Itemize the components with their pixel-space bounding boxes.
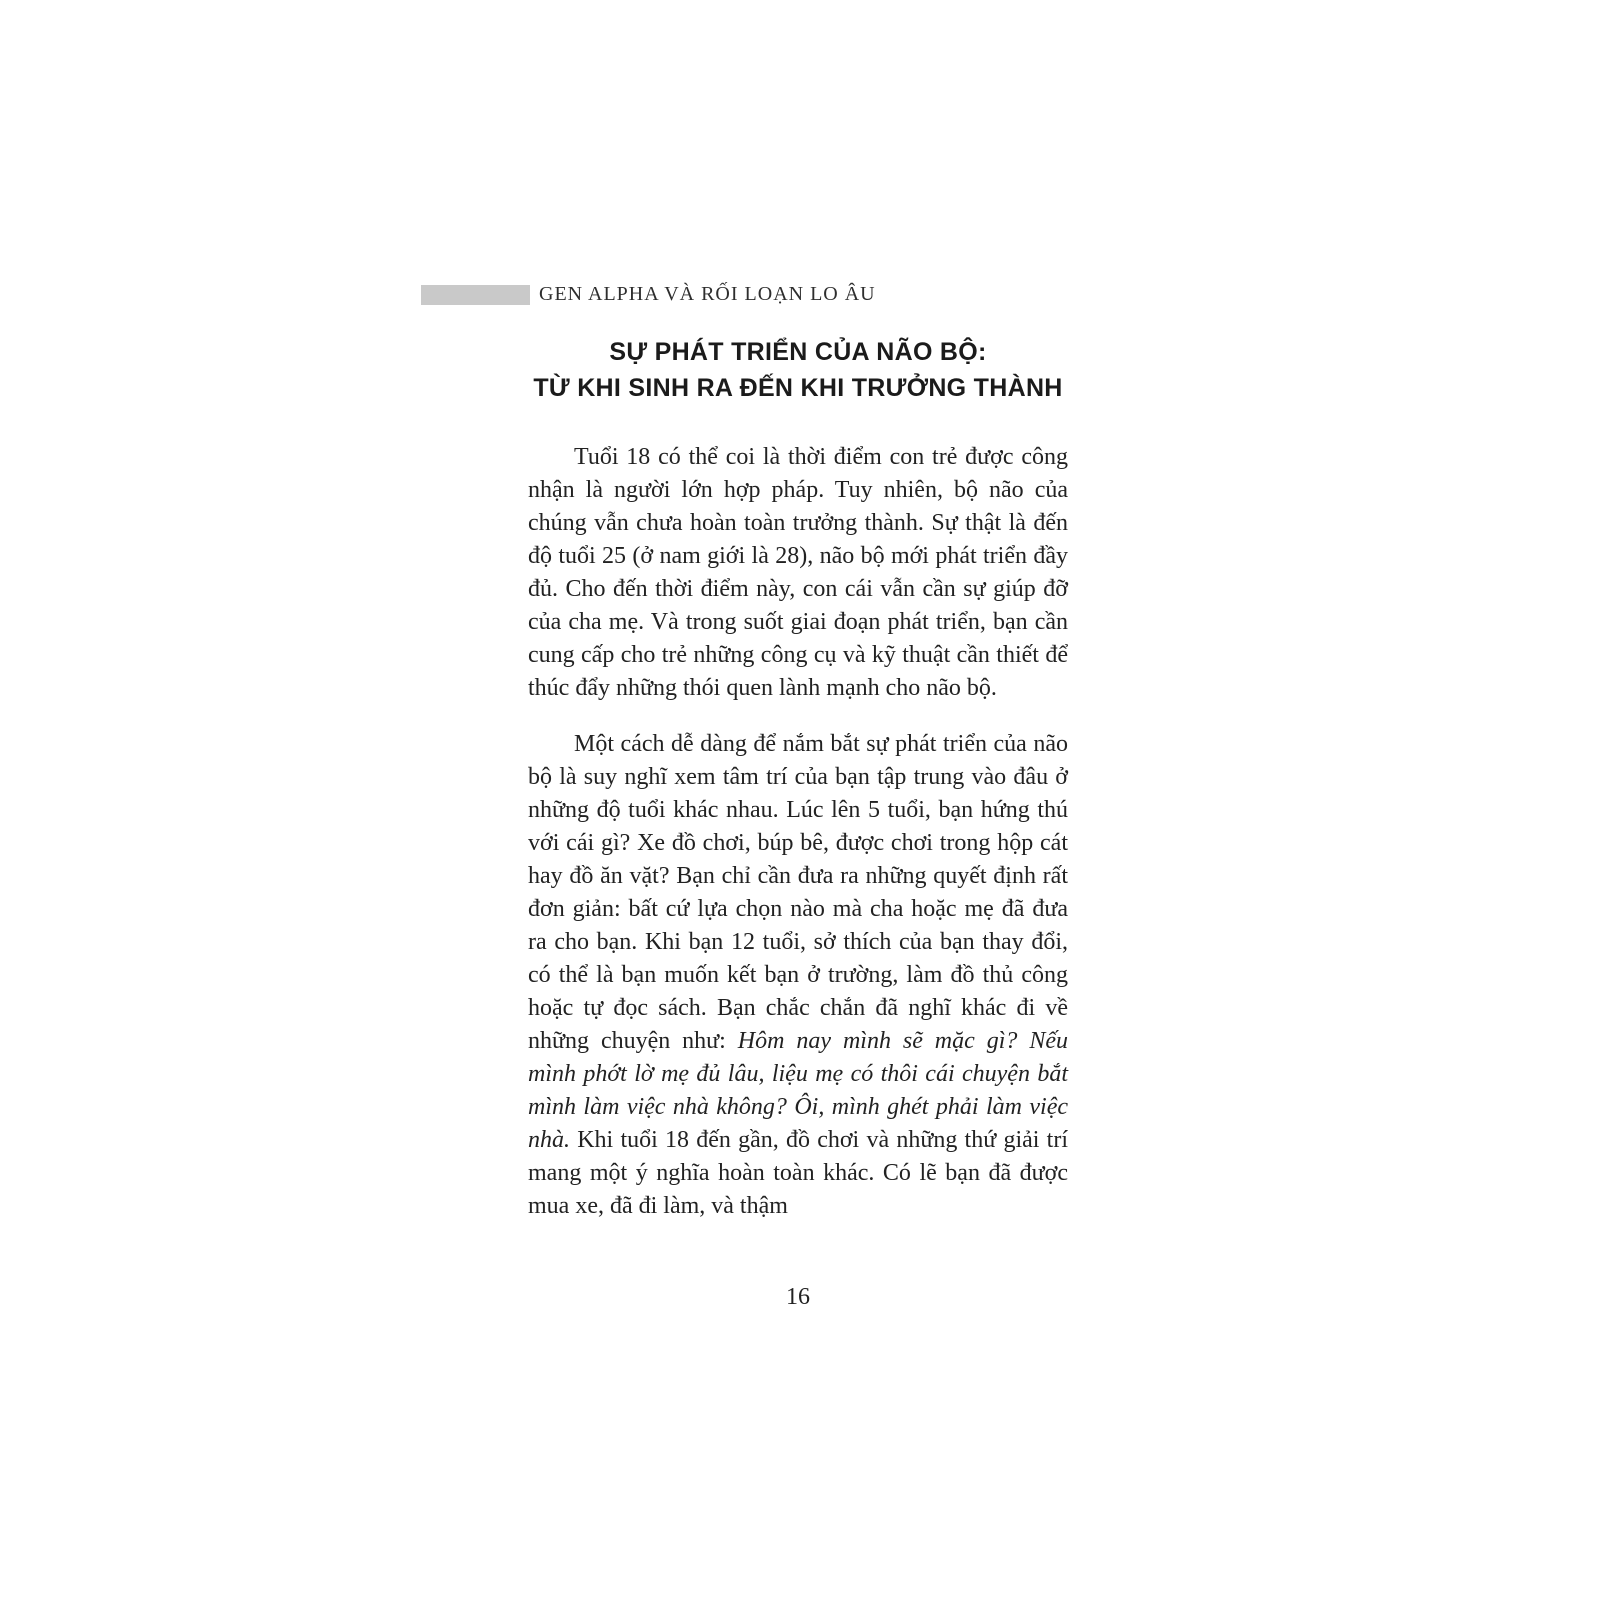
text-run: Khi tuổi 18 đến gần, đồ chơi và những thứ giải trí mang một ý nghĩa hoàn toàn khác. Có lẽ bạn đã được mua xe, đã đi làm, và thậm	[528, 1127, 1068, 1219]
paragraph-1	[528, 441, 1068, 705]
header-decoration-bar	[421, 285, 530, 305]
body-text-column	[528, 441, 1068, 1223]
paragraph-2	[528, 728, 1068, 1223]
running-title: GEN ALPHA VÀ RỐI LOẠN LO ÂU	[539, 283, 876, 305]
text-run: Tuổi 18 có thể coi là thời điểm con trẻ được công nhận là người lớn hợp pháp. Tuy nhiên, bộ não của chúng vẫn chưa hoàn toàn trưởng thành. Sự thật là đến độ tuổi 25 (ở nam giới là 28), não bộ mới phát triển đầy đủ. Cho đến thời điểm này, con cái vẫn cần sự giúp đỡ của cha mẹ. Và trong suốt giai đoạn phát triển, bạn cần cung cấp cho trẻ những công cụ và kỹ thuật cần thiết để thúc đẩy những thói quen lành mạnh cho não bộ.	[528, 444, 1068, 701]
chapter-title	[468, 334, 1128, 406]
chapter-title-line-2: TỪ KHI SINH RA ĐẾN KHI TRƯỞNG THÀNH	[533, 374, 1063, 402]
page-number: 16	[786, 1284, 810, 1310]
italic-text-run: Hôm nay mình sẽ mặc gì? Nếu mình phớt lờ mẹ đủ lâu, liệu mẹ có thôi cái chuyện bắt mình làm việc nhà không? Ôi, mình ghét phải làm việc nhà.	[528, 1028, 1068, 1153]
text-run: Một cách dễ dàng để nắm bắt sự phát triển của não bộ là suy nghĩ xem tâm trí của bạn tập trung vào đâu ở những độ tuổi khác nhau. Lúc lên 5 tuổi, bạn hứng thú với cái gì? Xe đồ chơi, búp bê, được chơi trong hộp cát hay đồ ăn vặt? Bạn chỉ cần đưa ra những quyết định rất đơn giản: bất cứ lựa chọn nào mà cha hoặc mẹ đã đưa ra cho bạn. Khi bạn 12 tuổi, sở thích của bạn thay đổi, có thể là bạn muốn kết bạn ở trường, làm đồ thủ công hoặc tự đọc sách. Bạn chắc chắn đã nghĩ khác đi về những chuyện như:	[528, 731, 1068, 1054]
chapter-title-line-1: SỰ PHÁT TRIỂN CỦA NÃO BỘ:	[609, 338, 987, 366]
